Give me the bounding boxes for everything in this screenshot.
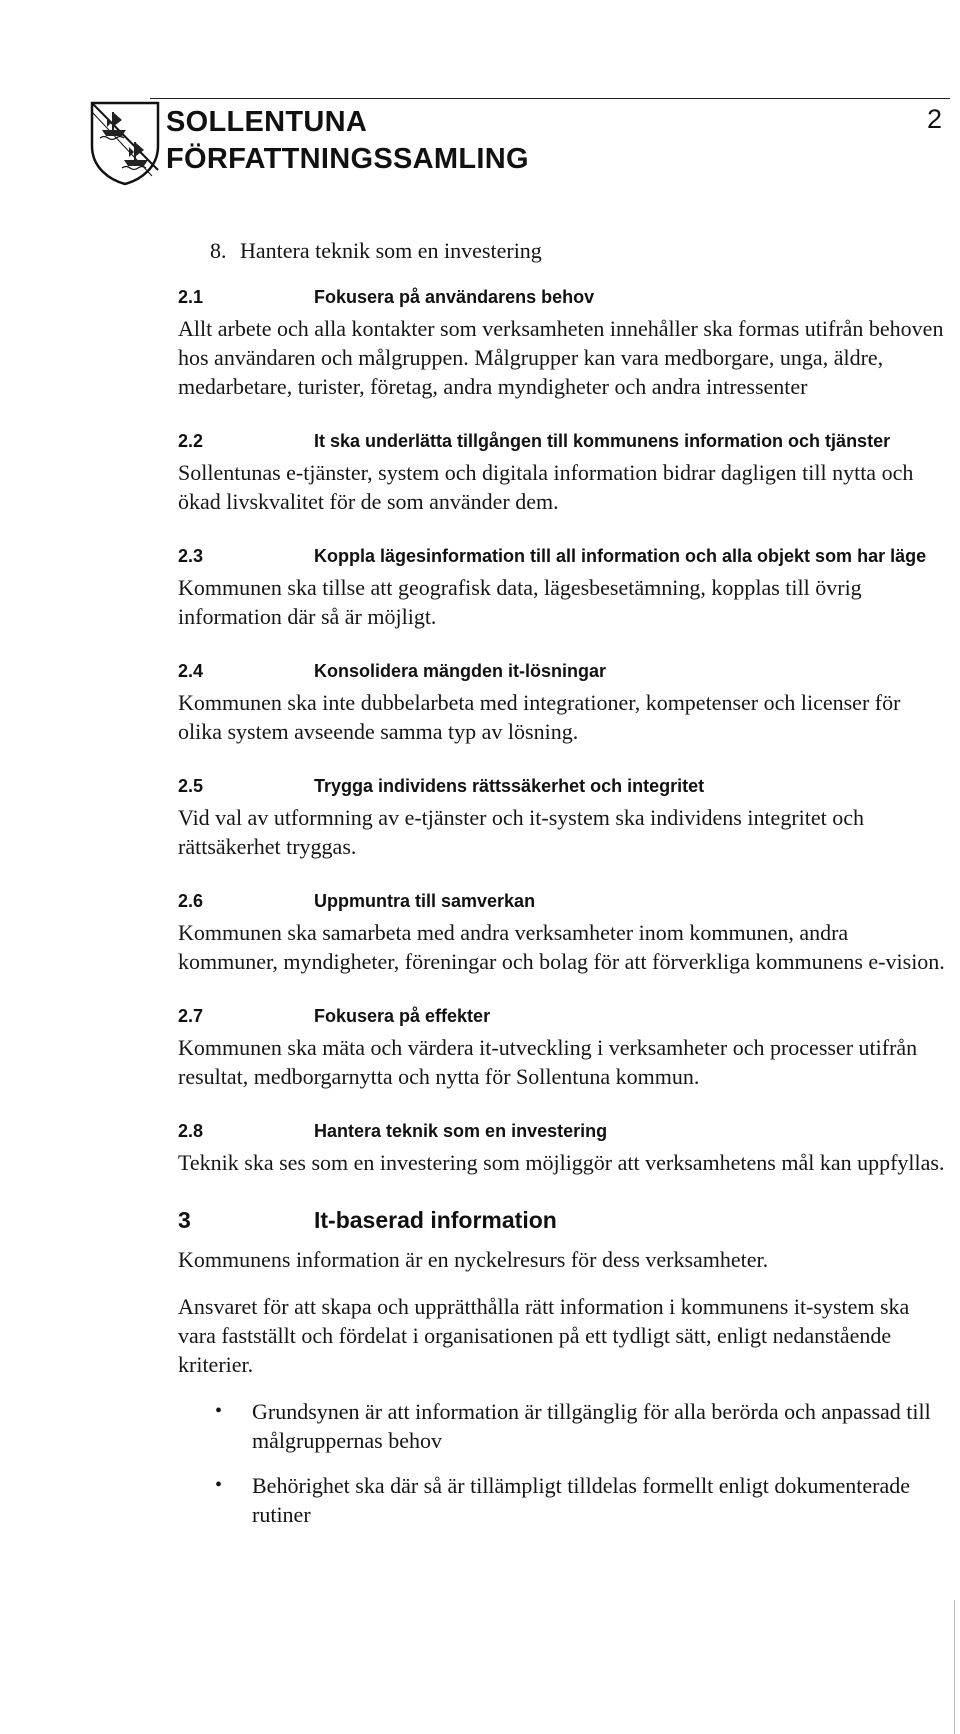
section-2-1 — [178, 285, 948, 401]
section-heading — [178, 1119, 948, 1144]
section-number: 2.1 — [178, 287, 204, 307]
list-item — [178, 1471, 948, 1529]
section-text: Allt arbete och alla kontakter som verksamheten innehåller ska formas utifrån behoven hos användaren och målgruppen. Målgrupper kan vara medborgare, unga, äldre, medarbetare, turister, företag, andra myndigheter och andra intressenter — [178, 316, 944, 399]
section-heading — [178, 285, 948, 310]
section-title: Trygga individens rättssäkerhet och integritet — [314, 776, 705, 796]
section-heading — [178, 1004, 948, 1029]
chapter-heading — [178, 1205, 948, 1235]
chapter-title: It-baserad information — [314, 1207, 557, 1233]
chapter-paragraph: Kommunens information är en nyckelresurs för dess verksamheter. — [178, 1247, 769, 1272]
list-item — [178, 1397, 948, 1455]
section-2-4 — [178, 659, 948, 746]
list-item-number: 8. — [210, 238, 227, 263]
section-title: Konsolidera mängden it-lösningar — [314, 661, 607, 681]
section-title: Koppla lägesinformation till all information och alla objekt som har läge — [314, 546, 927, 566]
municipal-crest-logo — [88, 100, 162, 186]
section-number: 2.8 — [178, 1121, 204, 1141]
section-text: Kommunen ska samarbeta med andra verksamheter inom kommunen, andra kommuner, myndigheter, föreningar och bolag för att förverkliga kommunens e-vision. — [178, 920, 945, 974]
header-rule — [150, 98, 950, 99]
section-number: 2.6 — [178, 891, 204, 911]
section-2-3 — [178, 544, 948, 631]
bullet-icon: • — [214, 1474, 222, 1496]
section-text: Kommunen ska inte dubbelarbeta med integrationer, kompetenser och licenser för olika system avseende samma typ av lösning. — [178, 690, 901, 744]
section-text: Teknik ska ses som en investering som möjliggör att verksamhetens mål kan uppfyllas. — [178, 1150, 945, 1175]
section-title: Fokusera på användarens behov — [314, 287, 595, 307]
org-name: SOLLENTUNA — [166, 106, 368, 138]
section-2-5 — [178, 774, 948, 861]
document-body — [178, 236, 948, 1545]
section-2-8 — [178, 1119, 948, 1177]
page-number: 2 — [926, 104, 942, 134]
section-title: Uppmuntra till samverkan — [314, 891, 536, 911]
section-2-2 — [178, 429, 948, 516]
scan-margin-line — [954, 1600, 955, 1734]
section-heading — [178, 774, 948, 799]
bullet-text: Grundsynen är att information är tillgänglig för alla berörda och anpassad till målgruppernas behov — [252, 1399, 931, 1453]
section-number: 2.2 — [178, 431, 204, 451]
criteria-list — [178, 1397, 948, 1529]
header-title — [166, 104, 529, 178]
chapter-number: 3 — [178, 1207, 191, 1233]
section-text: Sollentunas e-tjänster, system och digitala information bidrar dagligen till nytta och ökad livskvalitet för de som använder dem. — [178, 460, 914, 514]
section-title: It ska underlätta tillgången till kommunens information och tjänster — [314, 431, 891, 451]
section-heading — [178, 429, 948, 454]
section-text: Kommunen ska tillse att geografisk data, lägesbesetämning, kopplas till övrig information där så är möjligt. — [178, 575, 862, 629]
collection-name: FÖRFATTNINGSSAMLING — [166, 143, 529, 175]
section-heading — [178, 659, 948, 684]
section-text: Kommunen ska mäta och värdera it-utveckling i verksamheter och processer utifrån resultat, medborgarnytta och nytta för Sollentuna kommun. — [178, 1035, 918, 1089]
section-heading — [178, 544, 948, 569]
section-number: 2.7 — [178, 1006, 204, 1026]
carry-over-list-item — [210, 236, 948, 265]
section-number: 2.4 — [178, 661, 204, 681]
list-item-text: Hantera teknik som en investering — [240, 238, 542, 263]
section-number: 2.5 — [178, 776, 204, 796]
section-heading — [178, 889, 948, 914]
section-text: Vid val av utformning av e-tjänster och it-system ska individens integritet och rättsäkerhet tryggas. — [178, 805, 865, 859]
bullet-text: Behörighet ska där så är tillämpligt tilldelas formellt enligt dokumenterade rutiner — [252, 1473, 910, 1527]
chapter-paragraph: Ansvaret för att skapa och upprätthålla rätt information i kommunens it-system ska vara fastställt och fördelat i organisationen på ett tydligt sätt, enligt nedanstående kriterier. — [178, 1294, 910, 1377]
section-number: 2.3 — [178, 546, 204, 566]
section-title: Fokusera på effekter — [314, 1006, 491, 1026]
section-title: Hantera teknik som en investering — [314, 1121, 608, 1141]
chapter-3 — [178, 1205, 948, 1529]
bullet-icon: • — [214, 1400, 222, 1422]
section-2-7 — [178, 1004, 948, 1091]
section-2-6 — [178, 889, 948, 976]
page-header — [88, 98, 960, 202]
